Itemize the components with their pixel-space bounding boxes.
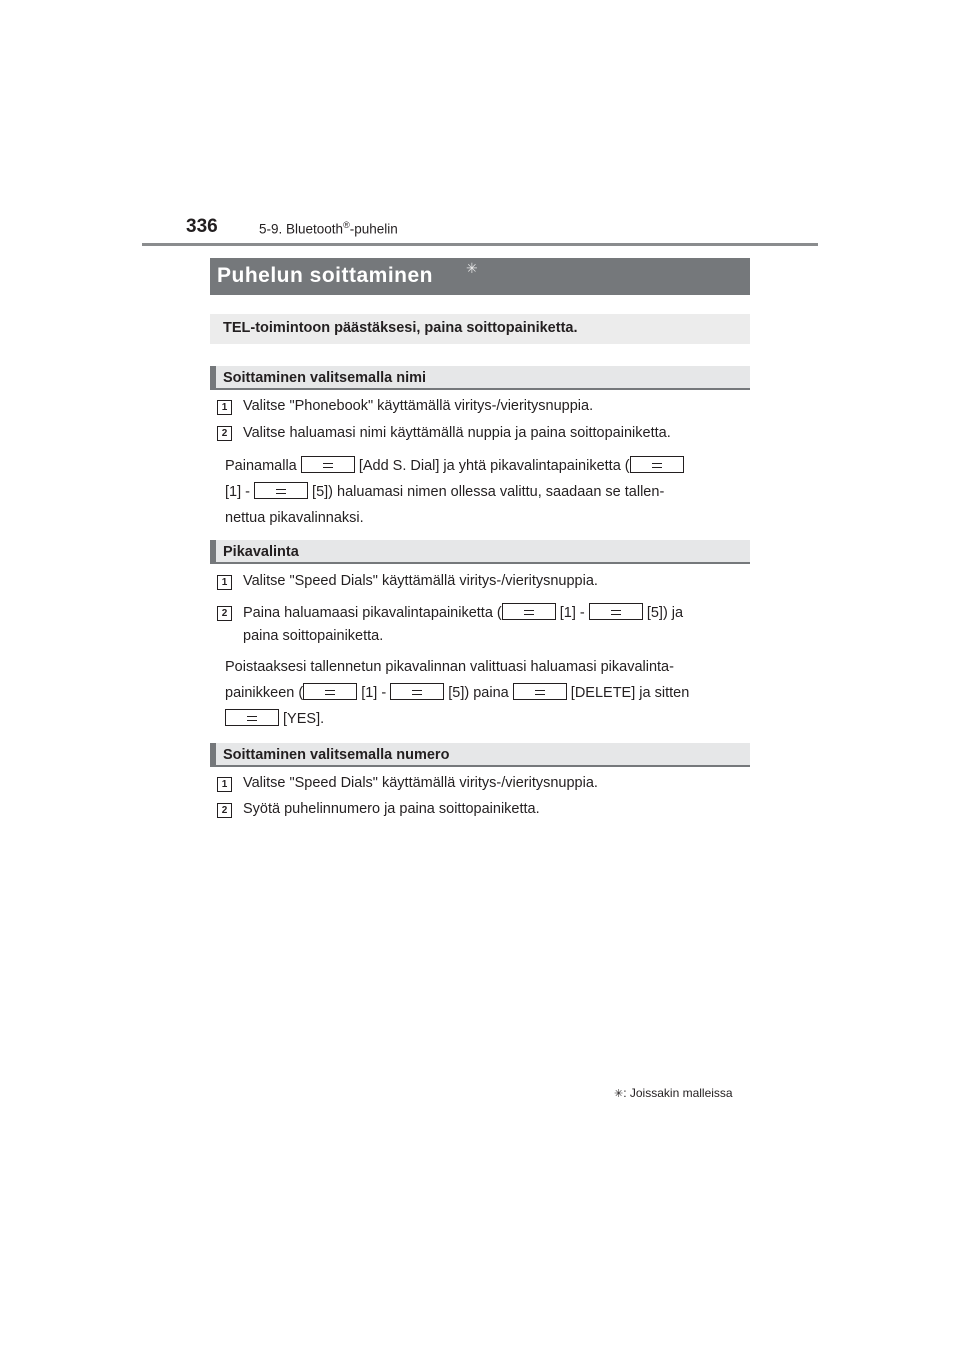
header-rule	[142, 243, 818, 246]
running-head-prefix: 5-9. Bluetooth	[259, 221, 344, 237]
preset-button-icon	[630, 456, 684, 473]
page-title-bar	[210, 258, 750, 295]
delete-button-icon	[513, 683, 567, 700]
page-title: Puhelun soittaminen	[217, 264, 434, 287]
speed-dial-button-icon	[301, 456, 355, 473]
step-number: 2	[217, 426, 232, 441]
step-number: 1	[217, 777, 232, 792]
step-text: Valitse "Phonebook" käyttämällä viritys-/vieritysnuppia.	[243, 398, 594, 414]
note-text: [5]) haluamasi nimen ollessa valittu, saadaan se tallen-	[312, 484, 665, 500]
registered-mark: ®	[343, 220, 350, 230]
note-line: Poistaaksesi tallennetun pikavalinnan valittuasi haluamasi pikavalinta-	[225, 659, 674, 675]
step-text: Valitse "Speed Dials" käyttämällä viritys-/vieritysnuppia.	[243, 573, 598, 589]
section-heading-text: Soittaminen valitsemalla nimi	[223, 370, 427, 386]
note-text: [DELETE] ja sitten	[570, 685, 690, 701]
step-text-part: Paina haluamaasi pikavalintapainiketta (	[243, 605, 502, 621]
note-paragraph	[225, 453, 745, 531]
asterisk-icon: ✳	[466, 260, 478, 276]
note-line	[225, 680, 745, 706]
note-line	[225, 706, 745, 732]
note-text: Painamalla	[225, 458, 297, 474]
footnote-text: : Joissakin malleissa	[623, 1086, 733, 1100]
running-head-suffix: -puhelin	[349, 221, 398, 237]
section-heading-speed-dial	[210, 540, 750, 564]
note-line	[225, 453, 745, 479]
asterisk-icon: ✳	[614, 1088, 624, 1100]
note-text: [5]) paina	[448, 685, 509, 701]
note-text: [YES].	[283, 711, 325, 727]
page-number: 336	[186, 216, 218, 237]
step-text	[243, 602, 745, 648]
step-line	[243, 602, 745, 625]
step-text-part: [5]) ja	[646, 605, 684, 621]
note-paragraph	[225, 654, 745, 732]
section-heading-text: Pikavalinta	[223, 544, 299, 560]
step-text: Syötä puhelinnumero ja paina soittopainiketta.	[243, 801, 540, 817]
preset-button-icon	[390, 683, 444, 700]
section-heading-text: Soittaminen valitsemalla numero	[223, 747, 450, 763]
step-number: 1	[217, 575, 232, 590]
note-text: [Add S. Dial] ja yhtä pikavalintapainiketta (	[358, 458, 630, 474]
preset-button-icon	[589, 603, 643, 620]
note-text: [1] -	[225, 484, 250, 500]
preset-button-icon	[303, 683, 357, 700]
step-text: Valitse haluamasi nimi käyttämällä nuppia ja paina soittopainiketta.	[243, 425, 671, 441]
section-heading-by-number	[210, 743, 750, 767]
intro-box	[210, 314, 750, 344]
running-head	[259, 220, 398, 237]
step-number: 2	[217, 606, 232, 621]
preset-button-icon	[254, 482, 308, 499]
step-line: paina soittopainiketta.	[243, 628, 384, 644]
intro-text: TEL-toimintoon päästäksesi, paina soittopainiketta.	[223, 320, 578, 336]
note-line	[225, 479, 745, 505]
step-number: 1	[217, 400, 232, 415]
section-heading-by-name	[210, 366, 750, 390]
step-text: Valitse "Speed Dials" käyttämällä viritys-/vieritysnuppia.	[243, 775, 598, 791]
footnote	[614, 1086, 733, 1100]
note-line: nettua pikavalinnaksi.	[225, 510, 364, 526]
step-number: 2	[217, 803, 232, 818]
note-text: painikkeen (	[225, 685, 304, 701]
yes-button-icon	[225, 709, 279, 726]
preset-button-icon	[502, 603, 556, 620]
note-text: [1] -	[361, 685, 387, 701]
step-text-part: [1] -	[559, 605, 585, 621]
